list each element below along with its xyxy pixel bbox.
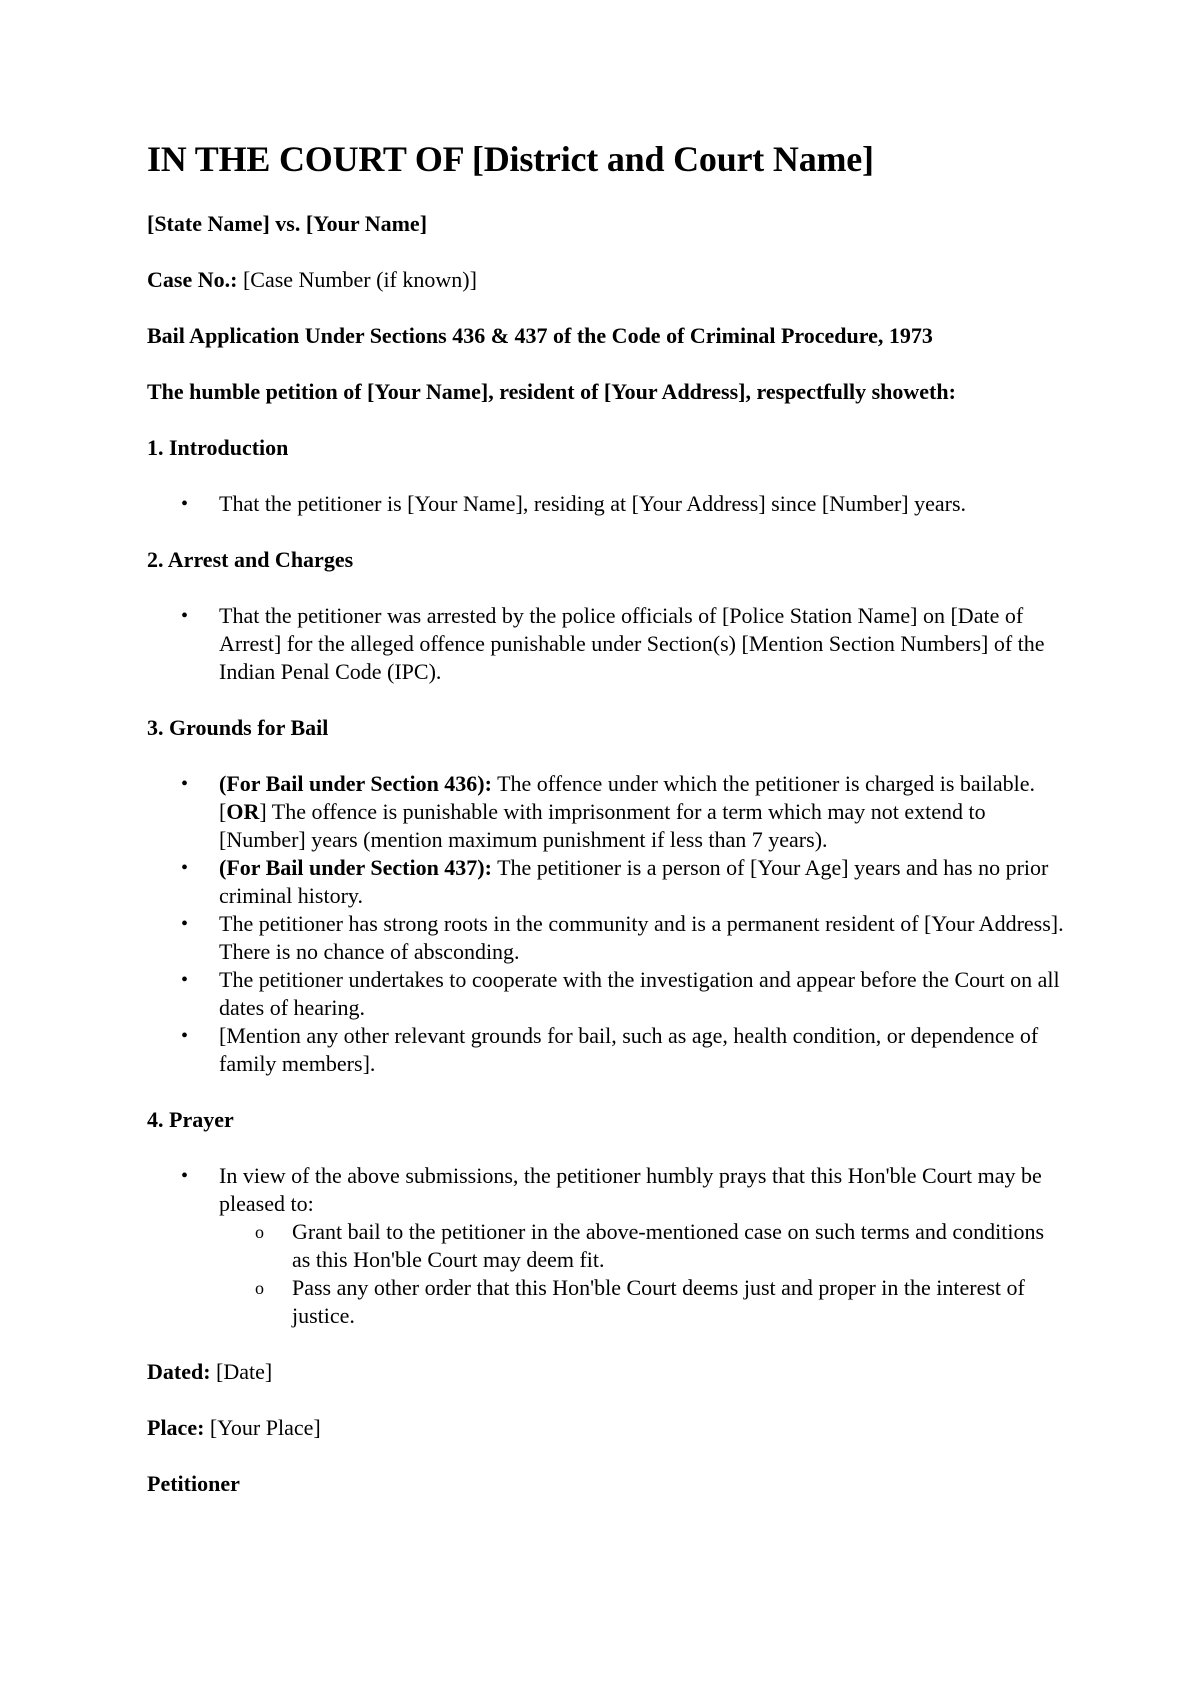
bullet-icon: •: [181, 493, 189, 516]
or-marker: OR: [226, 799, 260, 825]
list-item: [181, 1022, 1067, 1078]
list-item: [181, 770, 1067, 854]
list-item: [181, 854, 1067, 910]
ground-text: The petitioner undertakes to cooperate with the investigation and appear before the Court on all dates of hearing.: [219, 967, 1060, 1021]
section-heading-arrest: 2. Arrest and Charges: [147, 547, 354, 573]
ground-text: The petitioner is a person of [Your Age] years and has no prior criminal history.: [219, 855, 1049, 909]
ground-lead: (For Bail under Section 436):: [219, 771, 492, 797]
circle-bullet-icon: o: [255, 1222, 264, 1243]
sub-list-item: [255, 1274, 1067, 1330]
dated-line: [147, 1358, 1067, 1386]
list-item: [181, 490, 1067, 518]
bullet-icon: •: [181, 1025, 189, 1048]
list-item: [181, 910, 1067, 966]
list-item: [181, 602, 1067, 686]
circle-bullet-icon: o: [255, 1278, 264, 1299]
introduction-list: [147, 490, 1067, 518]
place-label: Place:: [147, 1415, 205, 1441]
application-heading: Bail Application Under Sections 436 & 437 of the Code of Criminal Procedure, 1973: [147, 323, 933, 349]
list-item: [181, 966, 1067, 1022]
bullet-icon: •: [181, 969, 189, 992]
section-heading-introduction: 1. Introduction: [147, 435, 289, 461]
section-heading-prayer: 4. Prayer: [147, 1107, 234, 1133]
sub-list-item-text: Pass any other order that this Hon'ble Court deems just and proper in the interest of justice.: [292, 1275, 1025, 1329]
ground-text: The offence under which the petitioner is charged is bailable.: [491, 771, 1036, 797]
bullet-icon: •: [181, 605, 189, 628]
list-item-text: That the petitioner is [Your Name], residing at [Your Address] since [Number] years.: [219, 491, 967, 517]
prayer-lead: In view of the above submissions, the petitioner humbly prays that this Hon'ble Court may be pleased to:: [219, 1163, 1042, 1217]
list-item-text: That the petitioner was arrested by the police officials of [Police Station Name] on [Date of Arrest] for the alleged offence punishable under Section(s) [Mention Section Numbers] of the Indian Penal Code (IPC).: [219, 603, 1045, 685]
bullet-icon: •: [181, 857, 189, 880]
ground-text: The offence is punishable with imprisonment for a term which may not extend to [Number] years (mention maximum punishment if less than 7 years).: [219, 799, 986, 853]
place-line: [147, 1414, 1067, 1442]
place-value: [Your Place]: [204, 1415, 321, 1441]
prayer-list: [147, 1162, 1067, 1330]
signature-label: Petitioner: [147, 1471, 240, 1497]
bullet-icon: •: [181, 1165, 189, 1188]
petition-intro: The humble petition of [Your Name], resident of [Your Address], respectfully showeth:: [147, 379, 956, 405]
case-number: [147, 266, 1067, 294]
prayer-sub-list: [219, 1218, 1067, 1330]
section-heading-grounds: 3. Grounds for Bail: [147, 715, 329, 741]
or-bracket-close: ]: [259, 799, 267, 825]
case-number-value: [Case Number (if known)]: [237, 267, 477, 293]
bullet-icon: •: [181, 773, 189, 796]
dated-value: [Date]: [210, 1359, 273, 1385]
sub-list-item-text: Grant bail to the petitioner in the above-mentioned case on such terms and conditions as this Hon'ble Court may deem fit.: [292, 1219, 1045, 1273]
or-bracket-open: [: [219, 799, 227, 825]
ground-text: The petitioner has strong roots in the community and is a permanent resident of [Your Address]. There is no chance of absconding.: [219, 911, 1064, 965]
dated-label: Dated:: [147, 1359, 211, 1385]
bullet-icon: •: [181, 913, 189, 936]
case-number-label: Case No.:: [147, 267, 238, 293]
list-item: [181, 1162, 1067, 1330]
document-page: [147, 138, 1067, 1526]
court-title: IN THE COURT OF [District and Court Name]: [147, 139, 874, 179]
sub-list-item: [255, 1218, 1067, 1274]
arrest-list: [147, 602, 1067, 686]
grounds-list: [147, 770, 1067, 1078]
case-parties: [State Name] vs. [Your Name]: [147, 211, 428, 237]
ground-text: [Mention any other relevant grounds for bail, such as age, health condition, or dependence of family members].: [219, 1023, 1039, 1077]
ground-lead: (For Bail under Section 437):: [219, 855, 492, 881]
